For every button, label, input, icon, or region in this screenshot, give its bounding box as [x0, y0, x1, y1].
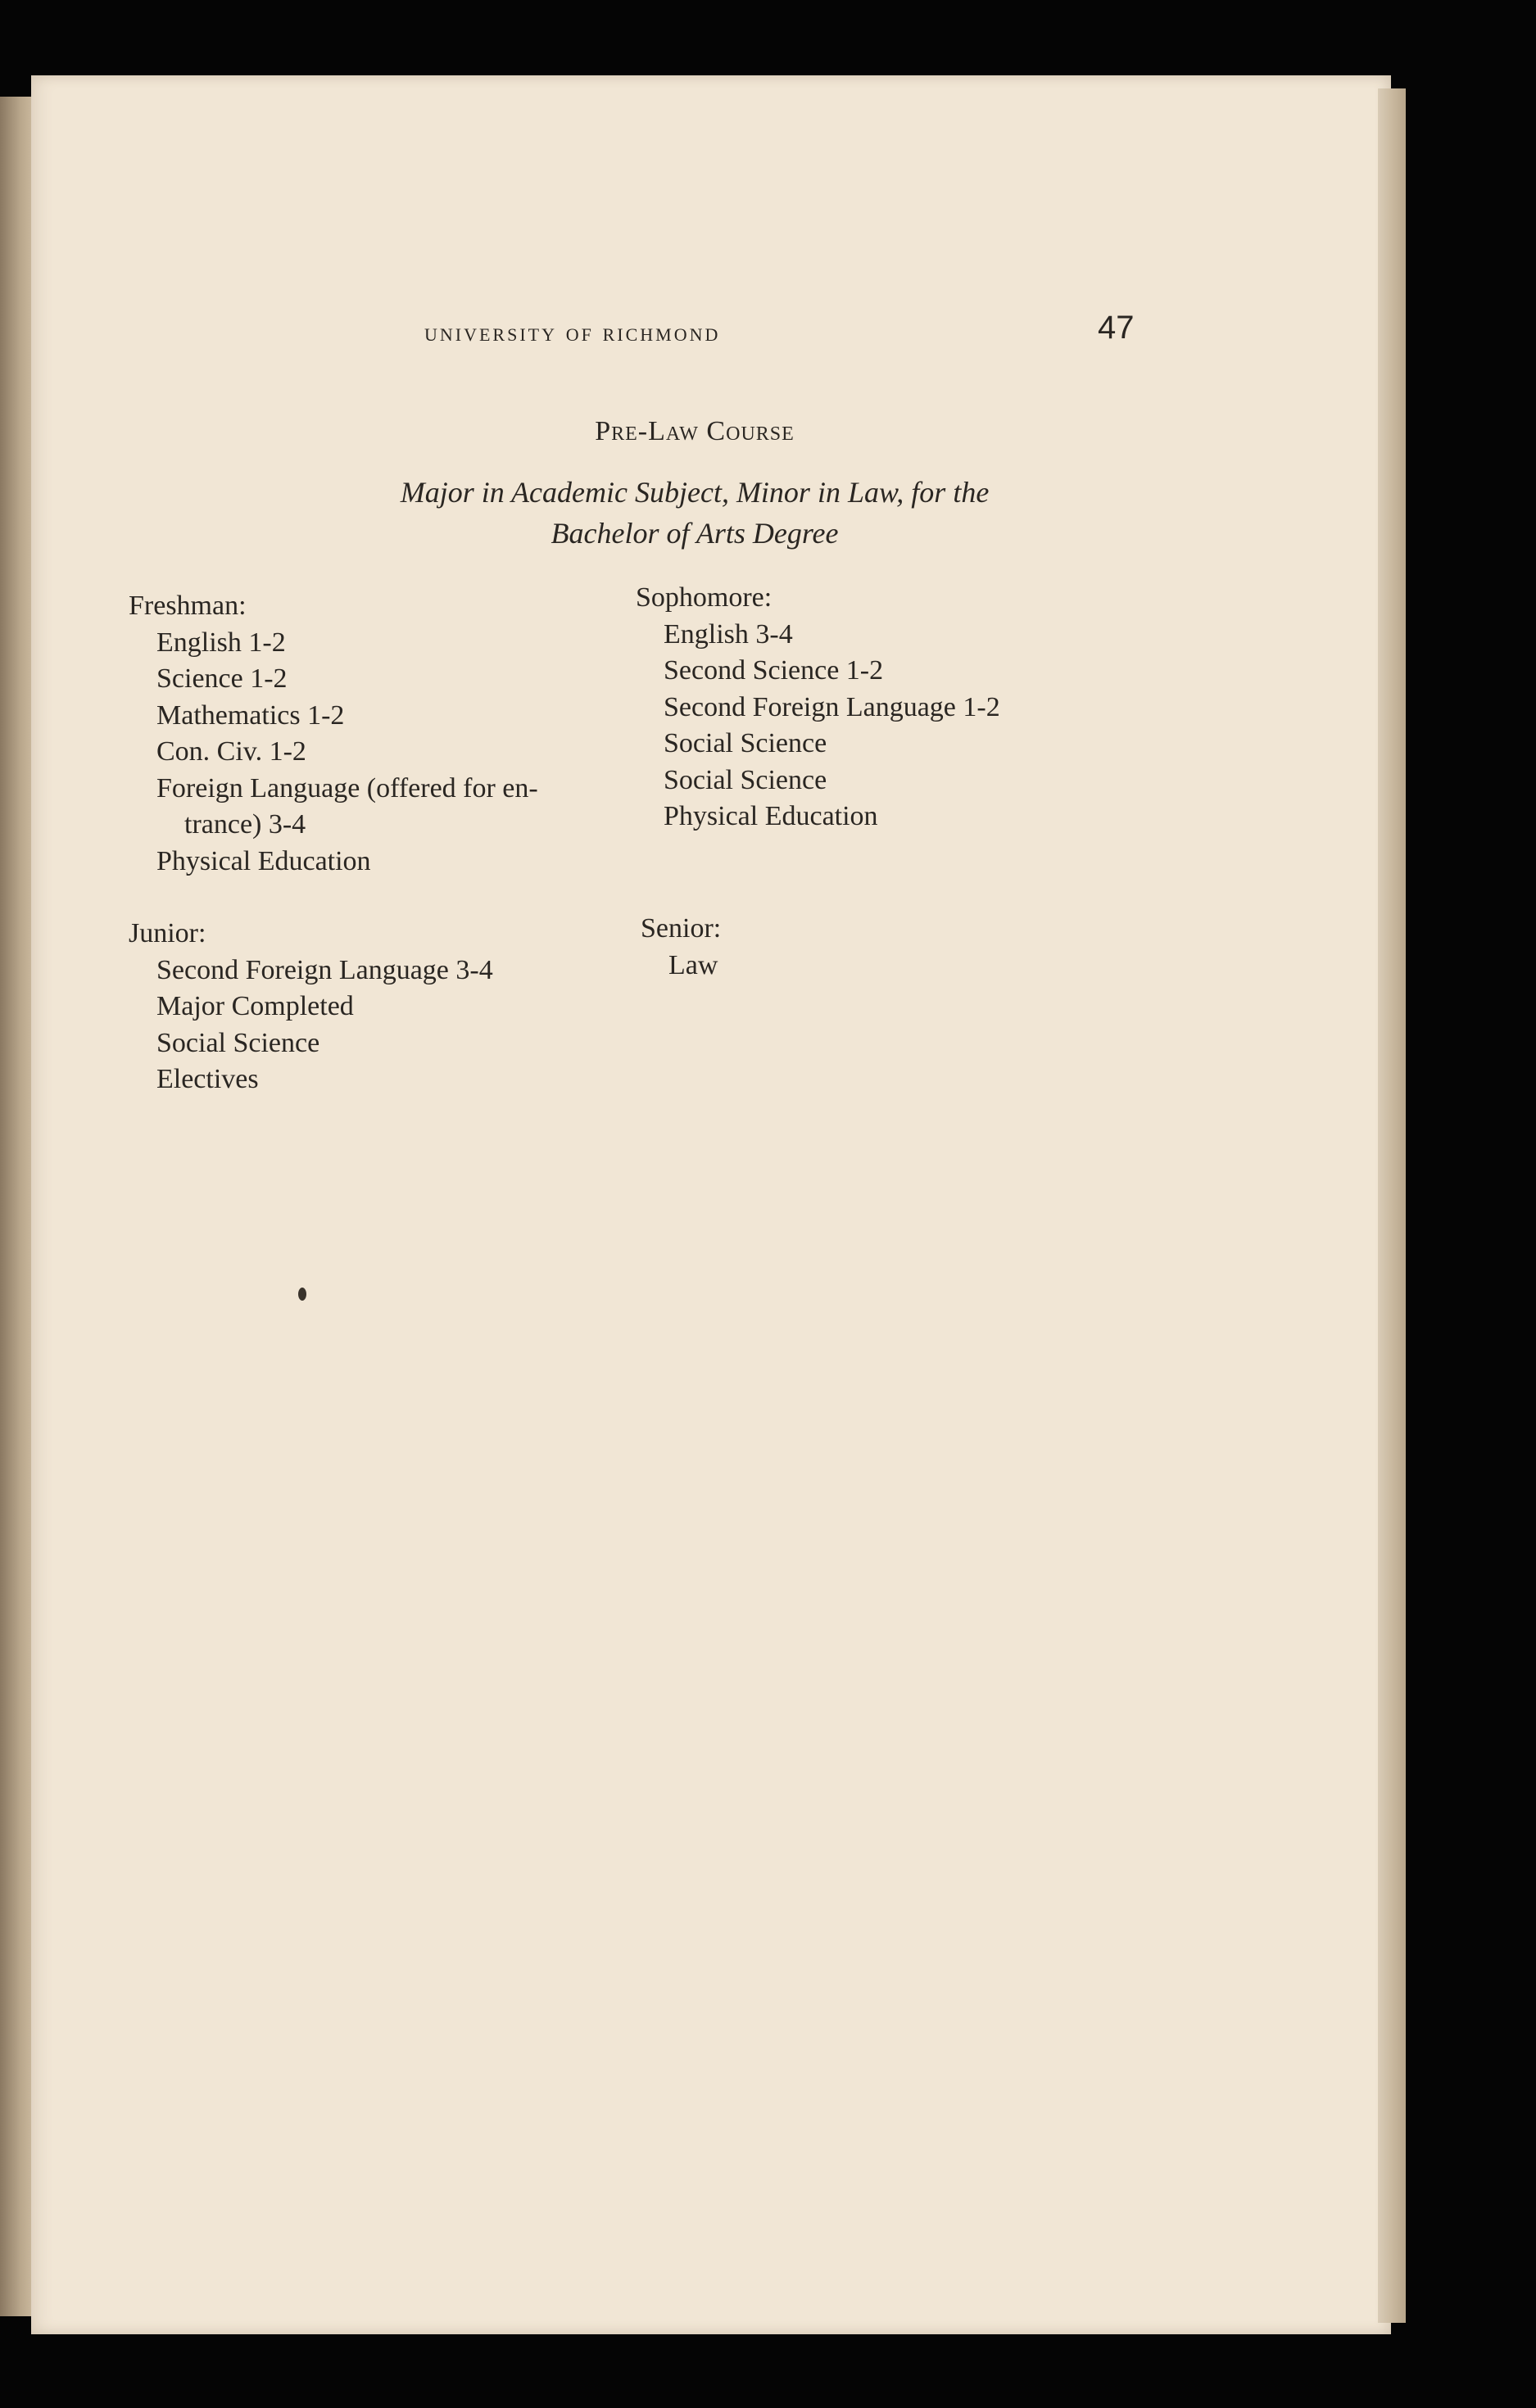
course-item: Major Completed — [156, 991, 354, 1021]
course-item: Physical Education — [156, 845, 371, 876]
course-item: Con. Civ. 1-2 — [156, 736, 306, 767]
course-item: English 3-4 — [664, 618, 793, 650]
junior-block — [129, 916, 620, 1098]
course-item-continuation: trance) 3-4 — [184, 809, 306, 840]
course-item-text: Foreign Language (offered for en- — [156, 772, 538, 803]
course-item: Second Foreign Language 3-4 — [156, 954, 493, 985]
running-header — [31, 310, 1391, 359]
freshman-block — [129, 588, 620, 880]
section-subtitle — [31, 472, 1358, 554]
course-item — [156, 771, 620, 844]
page-number: 47 — [1098, 310, 1135, 346]
subtitle-line-2: Bachelor of Arts Degree — [551, 517, 839, 550]
junior-course-list — [129, 953, 620, 1098]
course-item: Second Foreign Language 1-2 — [664, 691, 1000, 722]
section-title: Pre-Law Course — [595, 416, 795, 446]
sophomore-heading: Sophomore: — [636, 582, 773, 613]
course-item: Law — [668, 949, 718, 980]
course-item: Social Science — [664, 728, 827, 758]
senior-block — [641, 911, 968, 984]
freshman-course-list — [129, 625, 620, 880]
book-page — [31, 75, 1391, 2334]
senior-heading: Senior: — [641, 913, 722, 944]
sophomore-course-list — [636, 617, 1160, 835]
junior-heading: Junior: — [129, 918, 206, 948]
previous-page-edge — [0, 97, 34, 2316]
page-stack-edge — [1378, 88, 1406, 2323]
freshman-heading: Freshman: — [129, 591, 247, 621]
senior-course-list — [641, 948, 968, 984]
sophomore-block — [636, 580, 1160, 835]
course-item: Social Science — [156, 1027, 320, 1058]
subtitle-line-1: Major in Academic Subject, Minor in Law, for the — [400, 476, 990, 509]
ink-spot — [298, 1288, 306, 1301]
course-item: Physical Education — [664, 801, 878, 831]
course-item: Social Science — [664, 764, 827, 795]
course-item: Electives — [156, 1064, 259, 1094]
course-item: Science 1-2 — [156, 663, 288, 694]
course-item: English 1-2 — [156, 627, 286, 658]
running-header-title: university of richmond — [424, 318, 721, 346]
course-item: Second Science 1-2 — [664, 655, 884, 686]
course-item: Mathematics 1-2 — [156, 699, 345, 731]
